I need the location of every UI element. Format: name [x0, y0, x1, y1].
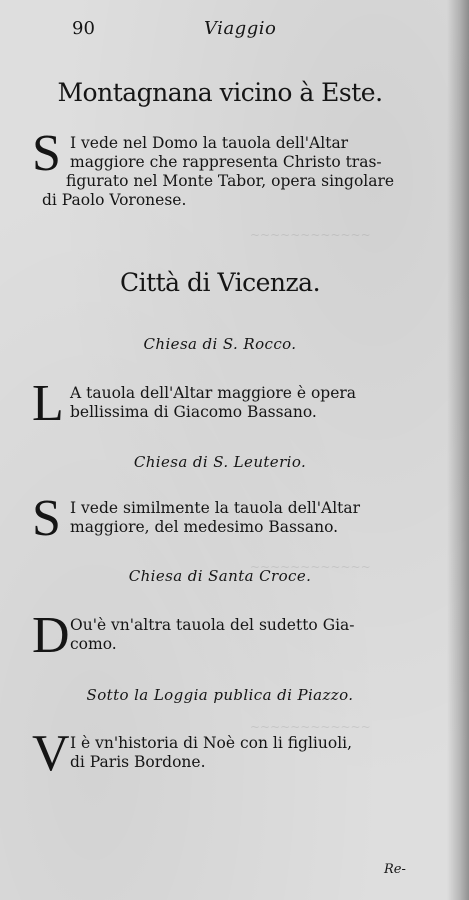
running-title: Viaggio [204, 18, 277, 39]
paragraph [32, 375, 442, 432]
page-number: 90 [72, 18, 95, 39]
page-gutter-shadow [447, 0, 469, 900]
text-line: I vede nel Domo la tauola dell'Altar [70, 134, 349, 152]
church-heading: Sotto la Loggia publica di Piazzo. [86, 686, 354, 704]
text-line: A tauola dell'Altar maggiore è opera [70, 384, 357, 402]
drop-cap: D [32, 607, 70, 664]
paragraph [32, 725, 442, 782]
text-line: bellissima di Giacomo Bassano. [70, 403, 317, 421]
drop-cap: L [32, 375, 64, 432]
paragraph [32, 607, 442, 664]
text-line: maggiore che rappresenta Christo tras- [70, 153, 382, 171]
text-line: I vede similmente la tauola dell'Altar [70, 499, 361, 517]
text-line: I è vn'historia di Noè con li figliuoli, [70, 734, 353, 752]
text-line: figurato nel Monte Tabor, opera singolare [66, 172, 395, 190]
section-heading: Città di Vicenza. [119, 268, 321, 297]
text-line: como. [70, 635, 117, 653]
bleed-through: ~~~~~~~~~~~~ [250, 228, 371, 242]
catchword: Re- [384, 862, 406, 877]
text-line: Ou'è vn'altra tauola del sudetto Gia- [70, 616, 355, 634]
paragraph [32, 490, 442, 547]
drop-cap: V [32, 725, 70, 782]
paragraph [32, 125, 442, 214]
text-line: maggiore, del medesimo Bassano. [70, 518, 339, 536]
church-heading: Chiesa di Santa Croce. [128, 567, 312, 585]
section-heading: Montagnana vicino à Este. [57, 78, 383, 107]
drop-cap: S [32, 125, 61, 182]
bleed-through: ~~~~~~~~~~~~ [250, 560, 371, 574]
text-line: di Paolo Voronese. [42, 191, 187, 209]
text-line: di Paris Bordone. [70, 753, 206, 771]
church-heading: Chiesa di S. Leuterio. [133, 453, 307, 471]
church-heading: Chiesa di S. Rocco. [143, 335, 297, 353]
drop-cap: S [32, 490, 61, 547]
bleed-through: ~~~~~~~~~~~~ [250, 720, 371, 734]
